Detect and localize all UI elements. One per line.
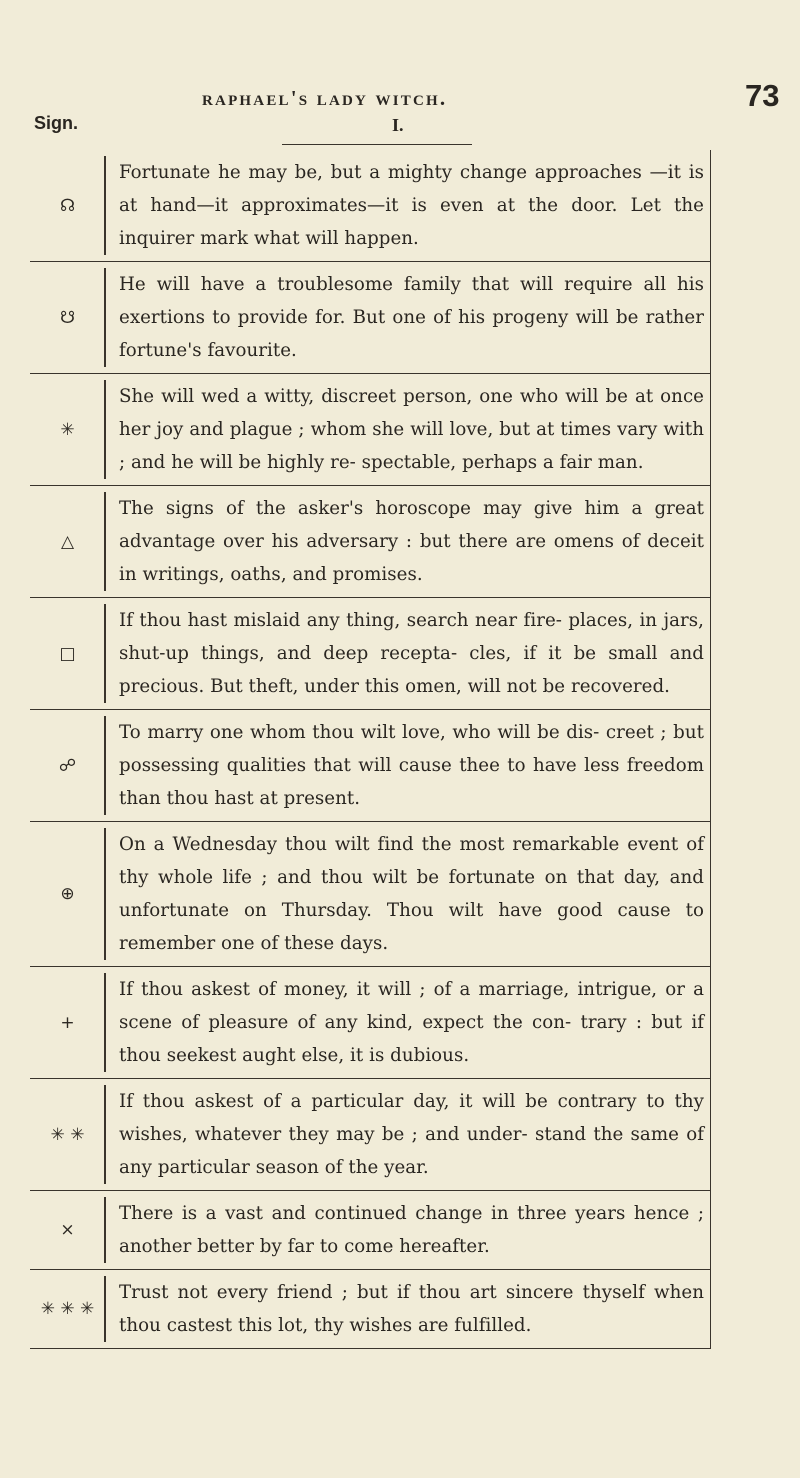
running-head bbox=[0, 78, 800, 118]
oracle-answer: Fortunate he may be, but a mighty change approaches —it is at hand—it approximates—it is even at the door. Let the inquirer mark what will happen. bbox=[119, 162, 704, 249]
column-header-sign: Sign. bbox=[34, 113, 78, 133]
oracle-answer: She will wed a witty, discreet person, one who will be at once her joy and plague ; whom she will love, but at times vary with ; and he will be highly re- spectable, perhaps a fair man. bbox=[119, 386, 704, 473]
table-row bbox=[30, 486, 710, 598]
column-header-number: I. bbox=[392, 115, 404, 135]
running-title: raphael's lady witch. bbox=[202, 86, 448, 110]
oracle-answer: On a Wednesday thou wilt find the most remarkable event of thy whole life ; and thou wilt be fortunate on that day, and unfortunate on Thursday. Thou wilt have good cause to remember one of these days. bbox=[119, 834, 704, 954]
column-divider bbox=[104, 492, 106, 591]
column-divider bbox=[104, 828, 106, 960]
table-row bbox=[30, 598, 710, 710]
table-row bbox=[30, 262, 710, 374]
table-row bbox=[30, 1079, 710, 1191]
sign-opposition-icon: ☍ bbox=[58, 755, 77, 776]
sign-dragon-tail-icon: ☋ bbox=[59, 307, 76, 328]
oracle-answer: There is a vast and continued change in three years hence ; another better by far to come hereafter. bbox=[119, 1203, 704, 1257]
sign-dragon-head-icon: ☊ bbox=[59, 195, 76, 216]
oracle-table bbox=[30, 150, 711, 1349]
table-row bbox=[30, 1191, 710, 1270]
oracle-answer: If thou hast mislaid any thing, search near fire- places, in jars, shut-up things, and deep recepta- cles, if it be small and precious. But theft, under this omen, will not be recovered. bbox=[119, 610, 704, 697]
column-divider bbox=[104, 604, 106, 703]
sign-three-stars-icon: ✳ ✳ ✳ bbox=[40, 1299, 95, 1319]
sign-star-icon: ✳ bbox=[60, 419, 75, 440]
page-number: 73 bbox=[745, 78, 780, 113]
table-row bbox=[30, 822, 710, 967]
sign-two-stars-icon: ✳ ✳ bbox=[50, 1124, 85, 1145]
table-row bbox=[30, 150, 710, 262]
oracle-answer: He will have a troublesome family that will require all his exertions to provide for. But one of his progeny will be rather fortune's favourite. bbox=[119, 274, 704, 361]
oracle-answer: The signs of the asker's horoscope may give him a great advantage over his adversary : but there are omens of deceit in writings, oaths, and promises. bbox=[119, 498, 704, 585]
oracle-answer: To marry one whom thou wilt love, who will be dis- creet ; but possessing qualities that will cause thee to have less freedom than thou hast at present. bbox=[119, 722, 704, 809]
column-divider bbox=[104, 973, 106, 1072]
column-divider bbox=[104, 156, 106, 255]
sign-cross-icon: + bbox=[60, 1012, 75, 1033]
oracle-answer: If thou askest of a particular day, it will be contrary to thy wishes, whatever they may be ; and under- stand the same of any particular season of the year. bbox=[119, 1091, 704, 1178]
column-divider bbox=[104, 380, 106, 479]
column-divider bbox=[104, 1276, 106, 1342]
sign-trine-icon: △ bbox=[60, 531, 75, 552]
sign-square-icon: □ bbox=[59, 643, 76, 664]
header-rule bbox=[282, 144, 472, 145]
column-divider bbox=[104, 716, 106, 815]
column-divider bbox=[104, 268, 106, 367]
oracle-answer: If thou askest of money, it will ; of a marriage, intrigue, or a scene of pleasure of any kind, expect the con- trary : but if thou seekest aught else, it is dubious. bbox=[119, 979, 704, 1066]
column-divider bbox=[104, 1197, 106, 1263]
table-row bbox=[30, 1270, 710, 1349]
oracle-answer: Trust not every friend ; but if thou art sincere thyself when thou castest this lot, thy wishes are fulfilled. bbox=[119, 1282, 704, 1336]
table-row bbox=[30, 374, 710, 486]
column-divider bbox=[104, 1085, 106, 1184]
table-row bbox=[30, 710, 710, 822]
table-row bbox=[30, 967, 710, 1079]
sign-saltire-icon: × bbox=[60, 1220, 75, 1240]
sign-part-of-fortune-icon: ⊕ bbox=[60, 884, 75, 904]
